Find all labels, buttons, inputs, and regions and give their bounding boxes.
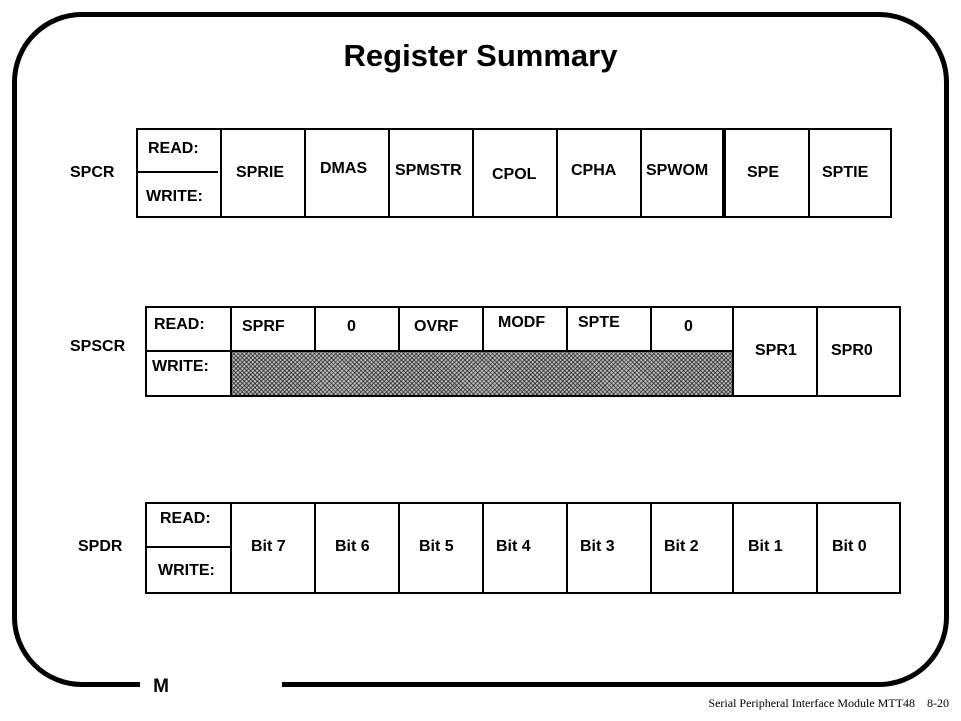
page-title: Register Summary xyxy=(343,38,618,73)
spscr-bit-4: MODF xyxy=(498,314,546,331)
spdr-bit-2: Bit 2 xyxy=(664,538,699,555)
register-name-spdr: SPDR xyxy=(78,538,123,555)
spscr-bit-5: OVRF xyxy=(414,318,459,335)
page-number: 8-20 xyxy=(927,696,949,710)
spcr-bit-5: SPMSTR xyxy=(395,162,462,179)
spscr-bit-2: 0 xyxy=(684,318,693,335)
spcr-bit-1: SPE xyxy=(747,164,780,181)
spcr-bit-6: DMAS xyxy=(320,160,368,177)
spdr-bit-0: Bit 0 xyxy=(832,538,867,555)
spdr-bit-1: Bit 1 xyxy=(748,538,783,555)
spcr-bit-4: CPOL xyxy=(492,166,537,183)
spscr-bit-3: SPTE xyxy=(578,314,620,331)
spcr-write-label: WRITE: xyxy=(146,188,203,205)
spdr-bit-3: Bit 3 xyxy=(580,538,615,555)
register-name-spcr: SPCR xyxy=(70,164,115,181)
spdr-bit-5: Bit 5 xyxy=(419,538,454,555)
spscr-read-label: READ: xyxy=(154,316,205,333)
spscr-bit-6-cell xyxy=(314,306,400,352)
spscr-unimplemented-write-area xyxy=(230,350,734,397)
spscr-write-label: WRITE: xyxy=(152,358,209,375)
spdr-bit-4: Bit 4 xyxy=(496,538,531,555)
footer-text: Serial Peripheral Interface Module MTT48 xyxy=(708,696,915,710)
spcr-bit-7: SPRIE xyxy=(236,164,285,181)
register-name-spscr: SPSCR xyxy=(70,338,126,355)
spscr-bit-6: 0 xyxy=(347,318,356,335)
footer xyxy=(708,696,949,711)
spcr-read-label: READ: xyxy=(148,140,199,157)
spdr-bit-7: Bit 7 xyxy=(251,538,286,555)
spdr-rw-divider xyxy=(147,546,230,548)
spcr-rw-divider xyxy=(138,171,218,173)
spscr-bit-0: SPR0 xyxy=(831,342,873,359)
spscr-rw-divider xyxy=(147,350,230,352)
spscr-bit-1: SPR1 xyxy=(755,342,797,359)
spcr-bit-3: CPHA xyxy=(571,162,617,179)
spdr-write-label: WRITE: xyxy=(158,562,215,579)
spscr-bit-7: SPRF xyxy=(242,318,285,335)
spcr-bit-2: SPWOM xyxy=(646,162,709,179)
spdr-bit-6: Bit 6 xyxy=(335,538,370,555)
motorola-logo: M xyxy=(153,676,169,697)
spdr-read-label: READ: xyxy=(160,510,211,527)
spcr-bit-0: SPTIE xyxy=(822,164,869,181)
